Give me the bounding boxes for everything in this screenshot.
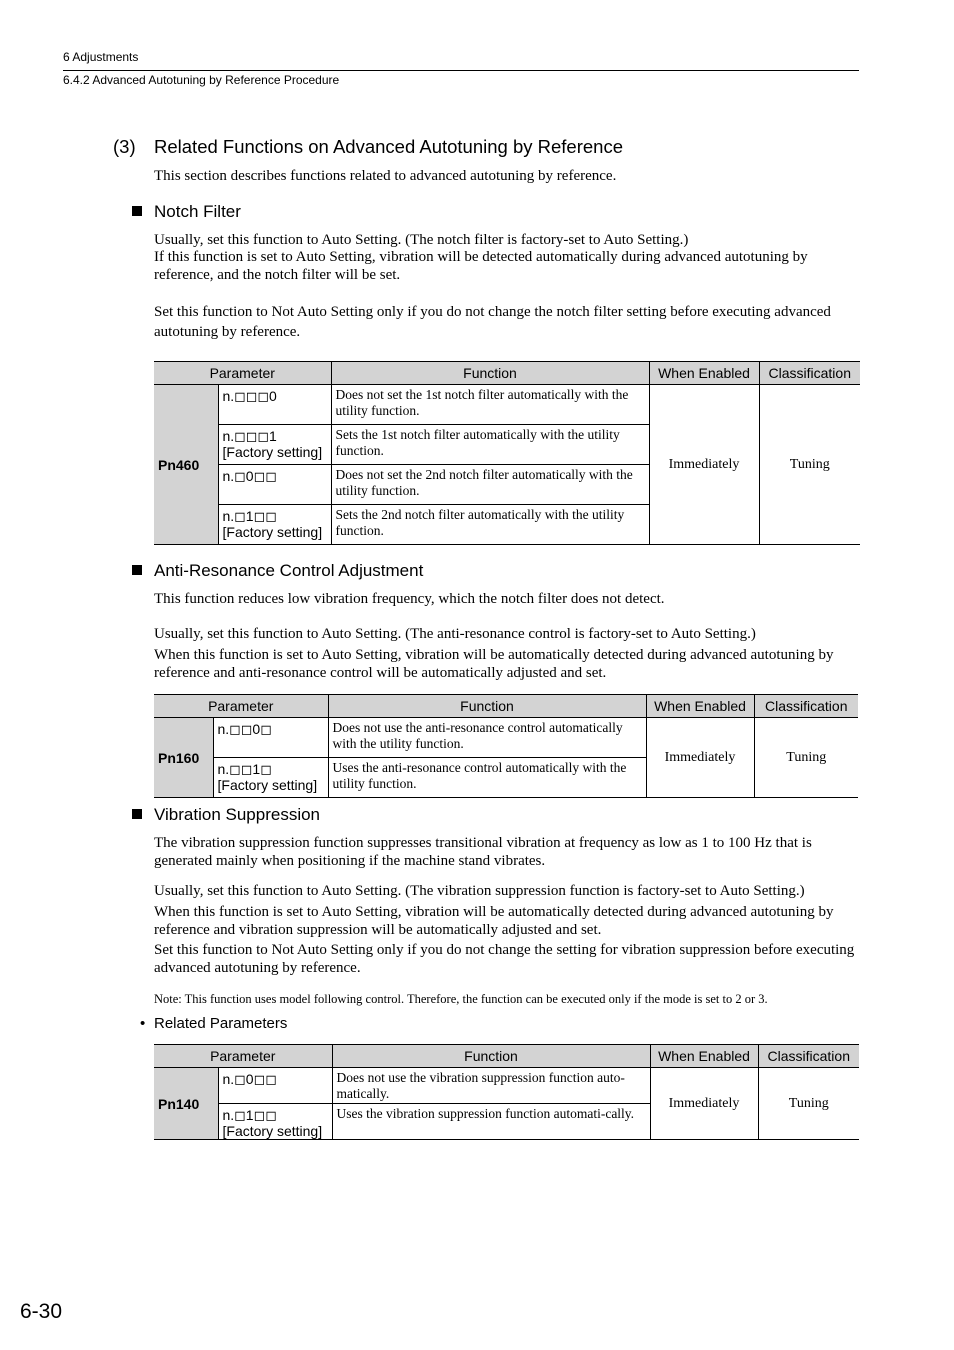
antires-para-3: When this function is set to Auto Setting, vibration will be automatically detected during advanced autotuning by reference and anti-resonance control will be automatically adjusted and set. bbox=[154, 647, 834, 681]
classification: Tuning bbox=[754, 718, 858, 798]
table-row bbox=[154, 385, 860, 425]
section-title-text: Related Functions on Advanced Autotuning by Reference bbox=[154, 136, 623, 157]
col-header-classification: Classification bbox=[754, 695, 858, 718]
col-header-when-enabled: When Enabled bbox=[650, 1045, 758, 1068]
parameter-number: Pn460 bbox=[154, 385, 218, 545]
running-header-section: 6.4.2 Advanced Autotuning by Reference Procedure bbox=[63, 73, 340, 87]
col-header-function: Function bbox=[328, 695, 646, 718]
col-header-when-enabled: When Enabled bbox=[646, 695, 754, 718]
section-title bbox=[113, 136, 623, 158]
when-enabled: Immediately bbox=[646, 718, 754, 798]
parameter-function: Sets the 1st notch filter automatically with the utility function. bbox=[331, 425, 649, 465]
header-rule bbox=[63, 70, 859, 71]
notch-filter-heading-text: Notch Filter bbox=[154, 202, 241, 221]
notch-parameter-table bbox=[154, 361, 860, 545]
vibsup-parameter-table bbox=[154, 1044, 859, 1140]
parameter-value: n.◻◻0◻ bbox=[213, 718, 328, 758]
parameter-value: n.◻◻1◻ [Factory setting] bbox=[213, 758, 328, 798]
col-header-function: Function bbox=[332, 1045, 650, 1068]
col-header-classification: Classification bbox=[759, 362, 860, 385]
antires-parameter-table bbox=[154, 694, 858, 798]
parameter-value: n.◻0◻◻ bbox=[218, 465, 331, 505]
square-bullet-icon bbox=[132, 565, 142, 575]
col-header-parameter: Parameter bbox=[154, 1045, 332, 1068]
parameter-value: n.◻◻◻0 bbox=[218, 385, 331, 425]
parameter-value: n.◻1◻◻ [Factory setting] bbox=[218, 1104, 332, 1140]
notch-filter-heading bbox=[132, 202, 241, 222]
notch-para-1: Usually, set this function to Auto Setting. (The notch filter is factory-set to Auto Setting.) bbox=[154, 232, 689, 248]
section-intro: This section describes functions related to advanced autotuning by reference. bbox=[154, 168, 617, 184]
antires-para-2: Usually, set this function to Auto Setting. (The anti-resonance control is factory-set to Auto Setting.) bbox=[154, 626, 756, 642]
parameter-function: Does not use the vibration suppression function auto-matically. bbox=[332, 1068, 650, 1104]
col-header-classification: Classification bbox=[758, 1045, 859, 1068]
classification: Tuning bbox=[758, 1068, 859, 1140]
vibsup-para-2: Usually, set this function to Auto Setting. (The vibration suppression function is factory-set to Auto Setting.) bbox=[154, 883, 805, 899]
table-row bbox=[154, 1068, 859, 1104]
parameter-function: Uses the anti-resonance control automatically with the utility function. bbox=[328, 758, 646, 798]
running-header-chapter: 6 Adjustments bbox=[63, 50, 139, 64]
table-row bbox=[154, 718, 858, 758]
notch-para-2: If this function is set to Auto Setting, vibration will be detected automatically during advanced autotuning by reference, and the notch filter will be set. bbox=[154, 249, 808, 283]
vibsup-para-3: When this function is set to Auto Setting, vibration will be automatically detected during advanced autotuning by reference and vibration suppression will be automatically adjusted and set. bbox=[154, 904, 834, 938]
related-parameters-bullet bbox=[140, 1015, 287, 1032]
anti-resonance-heading-text: Anti-Resonance Control Adjustment bbox=[154, 561, 424, 580]
vibsup-para-1: The vibration suppression function suppresses transitional vibration at frequency as low as 1 to 100 Hz that is generated mainly when positioning if the machine stand vibrates. bbox=[154, 835, 812, 869]
note-text: Note: This function uses model following control. Therefore, the function can be executed only if the mode is set to 2 or 3. bbox=[154, 992, 768, 1006]
parameter-function: Sets the 2nd notch filter automatically with the utility function. bbox=[331, 505, 649, 545]
col-header-parameter: Parameter bbox=[154, 362, 331, 385]
related-parameters-text: Related Parameters bbox=[154, 1015, 288, 1032]
section-number: (3) bbox=[113, 136, 136, 157]
vibsup-para-4: Set this function to Not Auto Setting only if you do not change the setting for vibration suppression before executing advanced autotuning by reference. bbox=[154, 942, 855, 976]
parameter-function: Does not set the 2nd notch filter automatically with the utility function. bbox=[331, 465, 649, 505]
square-bullet-icon bbox=[132, 809, 142, 819]
when-enabled: Immediately bbox=[649, 385, 759, 545]
parameter-value: n.◻1◻◻ [Factory setting] bbox=[218, 505, 331, 545]
col-header-when-enabled: When Enabled bbox=[649, 362, 759, 385]
anti-resonance-heading bbox=[132, 561, 423, 581]
parameter-value: n.◻0◻◻ bbox=[218, 1068, 332, 1104]
vibration-suppression-heading bbox=[132, 805, 320, 825]
col-header-function: Function bbox=[331, 362, 649, 385]
parameter-number: Pn140 bbox=[154, 1068, 218, 1140]
when-enabled: Immediately bbox=[650, 1068, 758, 1140]
square-bullet-icon bbox=[132, 206, 142, 216]
parameter-value: n.◻◻◻1 [Factory setting] bbox=[218, 425, 331, 465]
bullet-dot-icon: • bbox=[140, 1015, 146, 1032]
page-number: 6-30 bbox=[20, 1300, 63, 1323]
parameter-function: Uses the vibration suppression function automati-cally. bbox=[332, 1104, 650, 1140]
parameter-number: Pn160 bbox=[154, 718, 213, 798]
col-header-parameter: Parameter bbox=[154, 695, 328, 718]
vibration-suppression-heading-text: Vibration Suppression bbox=[154, 805, 321, 824]
antires-para-1: This function reduces low vibration frequency, which the notch filter does not detect. bbox=[154, 591, 665, 607]
classification: Tuning bbox=[759, 385, 860, 545]
parameter-function: Does not use the anti-resonance control automatically with the utility function. bbox=[328, 718, 646, 758]
notch-para-3: Set this function to Not Auto Setting only if you do not change the notch filter setting before executing advanced autotuning by reference. bbox=[154, 304, 831, 340]
parameter-function: Does not set the 1st notch filter automatically with the utility function. bbox=[331, 385, 649, 425]
